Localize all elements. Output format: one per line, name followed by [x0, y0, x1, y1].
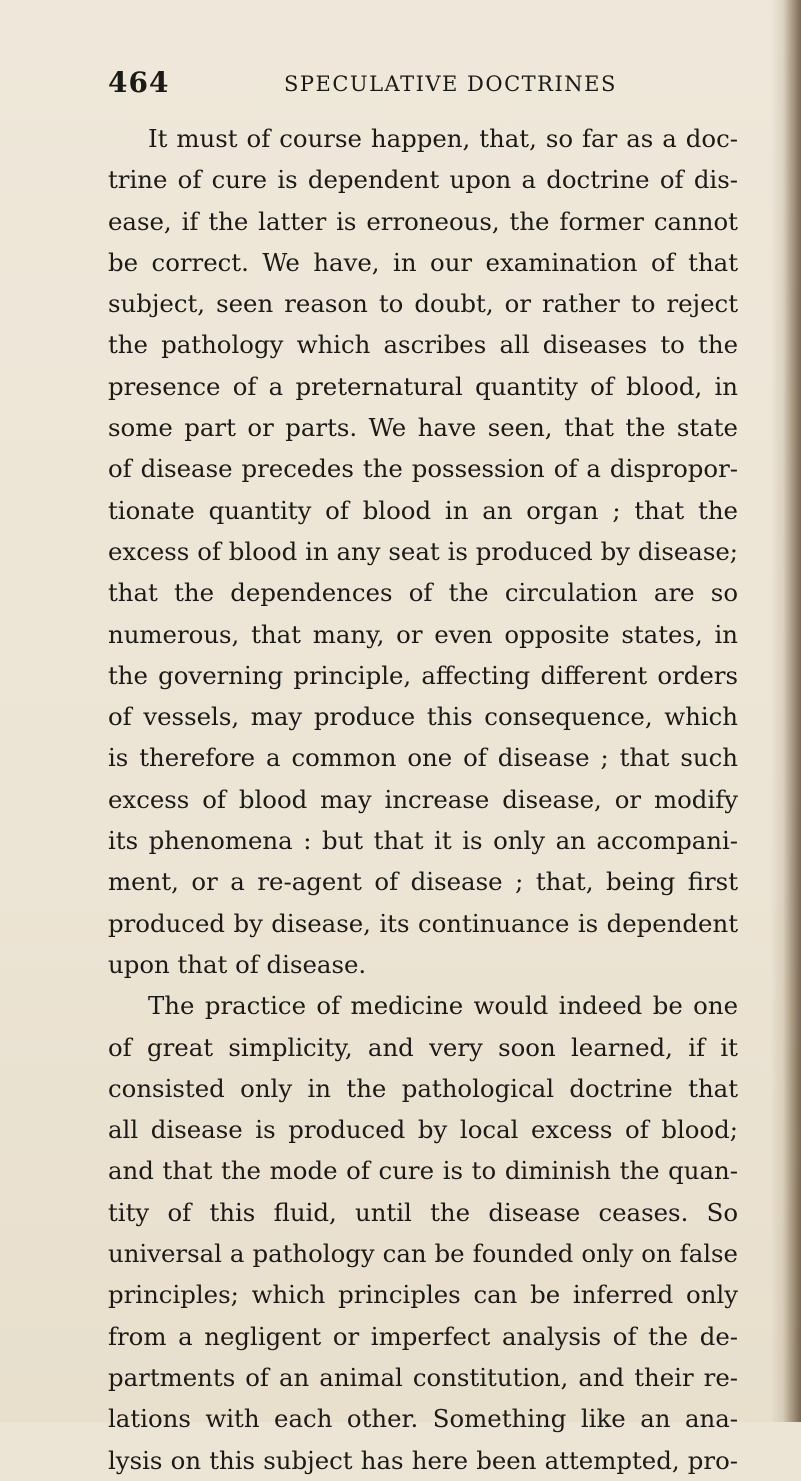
text-line: presence of a preternatural quantity of blood, in — [108, 371, 738, 401]
text-line: of vessels, may produce this consequence, which — [108, 702, 738, 732]
text-line: all disease is produced by local excess of blood; — [108, 1115, 738, 1145]
text-line: some part or parts. We have seen, that the state — [108, 413, 738, 443]
text-line: subject, seen reason to doubt, or rather to reject — [108, 289, 738, 319]
text-line: It must of course happen, that, so far as a doc- — [148, 124, 738, 153]
text-line: upon that of disease. — [108, 949, 367, 979]
text-line: lations with each other. Something like an ana- — [108, 1404, 738, 1434]
text-line: principles; which principles can be inferred only — [108, 1280, 738, 1310]
text-line: the pathology which ascribes all diseases to the — [108, 330, 738, 360]
page-number: 464 — [108, 66, 170, 99]
text-line: the governing principle, affecting different orders — [108, 660, 738, 690]
text-line: trine of cure is dependent upon a doctrine of dis- — [108, 165, 738, 195]
text-line: partments of an animal constitution, and their re- — [108, 1362, 738, 1392]
text-line: consisted only in the pathological doctrine that — [108, 1073, 738, 1103]
text-line: from a negligent or imperfect analysis of the de- — [108, 1321, 738, 1351]
text-line: The practice of medicine would indeed be one — [148, 991, 738, 1021]
text-line: numerous, that many, or even opposite states, in — [108, 619, 738, 649]
text-line: ease, if the latter is erroneous, the former cannot — [108, 206, 738, 236]
text-line: its phenomena : but that it is only an accompani- — [108, 826, 738, 856]
text-line: that the dependences of the circulation are so — [108, 578, 738, 608]
text-line: of great simplicity, and very soon learned, if it — [108, 1032, 738, 1062]
running-head — [108, 66, 692, 106]
text-line: is therefore a common one of disease ; that such — [108, 743, 738, 773]
text-line: universal a pathology can be founded only on false — [108, 1239, 738, 1269]
text-line: produced by disease, its continuance is dependent — [108, 908, 738, 938]
text-line: excess of blood may increase disease, or modify — [108, 784, 738, 814]
page-edge-shadow — [783, 0, 801, 1422]
text-line: tionate quantity of blood in an organ ; that the — [108, 495, 738, 525]
body-text — [108, 118, 738, 1481]
text-line: lysis on this subject has here been attempted, pro- — [108, 1445, 738, 1475]
text-line: excess of blood in any seat is produced by disease; — [108, 536, 738, 566]
running-title: SPECULATIVE DOCTRINES — [284, 72, 617, 96]
text-line: of disease precedes the possession of a dispropor- — [108, 454, 738, 484]
text-line: and that the mode of cure is to diminish the quan- — [108, 1156, 738, 1186]
text-line: ment, or a re-agent of disease ; that, being first — [108, 867, 738, 897]
text-line: be correct. We have, in our examination of that — [108, 247, 738, 277]
text-line: tity of this fluid, until the disease ceases. So — [108, 1197, 738, 1227]
